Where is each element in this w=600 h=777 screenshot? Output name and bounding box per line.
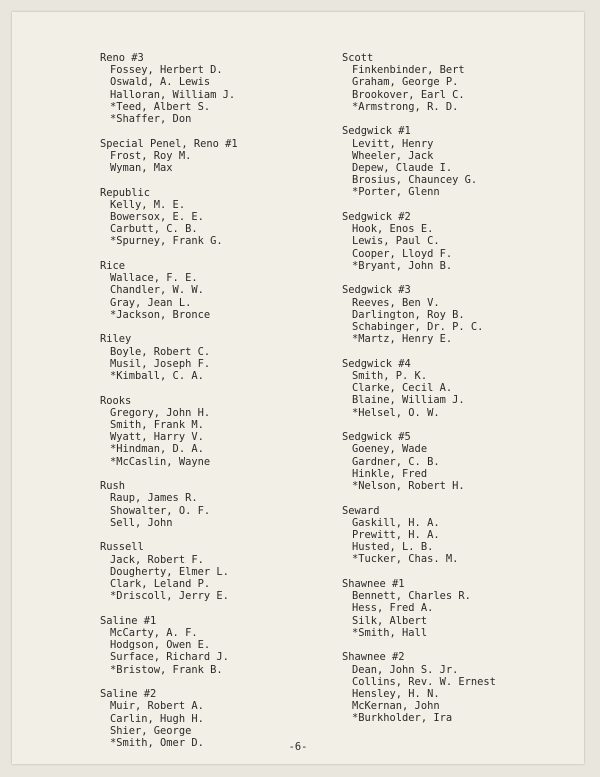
county-heading: Sedgwick #4	[342, 357, 411, 370]
member-name: Raup, James R.	[110, 492, 198, 505]
county-heading: Shawnee #1	[342, 578, 405, 591]
member-name: Blaine, William J.	[352, 394, 465, 407]
county-heading: Republic	[100, 186, 151, 199]
member-name: Brookover, Earl C.	[352, 88, 465, 101]
member-name: Clarke, Cecil A.	[352, 382, 453, 395]
member-name: *Shaffer, Don	[110, 113, 192, 126]
county-group	[342, 211, 592, 272]
member-name: Lewis, Paul C.	[352, 235, 440, 248]
county-group	[342, 358, 592, 419]
member-name: Goeney, Wade	[352, 443, 428, 456]
county-heading: Riley	[100, 333, 132, 346]
member-name: *Jackson, Bronce	[110, 308, 211, 321]
member-name: Husted, L. B.	[352, 541, 434, 554]
member-name: *Bristow, Frank B.	[110, 663, 223, 676]
county-group	[100, 333, 350, 382]
member-name: Boyle, Robert C.	[110, 345, 211, 358]
county-group	[100, 480, 350, 529]
member-name: Collins, Rev. W. Ernest	[352, 675, 496, 688]
county-group	[342, 284, 592, 345]
county-group	[342, 52, 592, 113]
county-group	[342, 431, 592, 492]
member-name: Wyman, Max	[110, 162, 173, 175]
member-name: Hensley, H. N.	[352, 688, 440, 701]
county-group	[342, 125, 592, 198]
member-name: Wheeler, Jack	[352, 149, 434, 162]
county-group	[100, 395, 350, 468]
county-heading: Seward	[342, 504, 380, 517]
member-name: Hess, Fred A.	[352, 602, 434, 615]
member-name: Showalter, O. F.	[110, 504, 211, 517]
member-name: Gray, Jean L.	[110, 296, 192, 309]
member-name: Silk, Albert	[352, 614, 428, 627]
county-group	[100, 615, 350, 676]
member-name: *Hindman, D. A.	[110, 443, 204, 456]
member-name: Oswald, A. Lewis	[110, 76, 211, 89]
right-column	[342, 52, 592, 737]
member-name: Smith, Frank M.	[110, 419, 204, 432]
member-name: Cooper, Lloyd F.	[352, 247, 453, 260]
member-name: Prewitt, H. A.	[352, 529, 440, 542]
county-heading: Special Penel, Reno #1	[100, 137, 238, 150]
member-name: McCarty, A. F.	[110, 627, 198, 640]
member-name: *Smith, Omer D.	[110, 737, 204, 750]
county-heading: Reno #3	[100, 52, 144, 64]
county-heading: Rice	[100, 260, 126, 273]
member-name: *Burkholder, Ira	[352, 712, 453, 725]
county-group	[100, 187, 350, 248]
member-name: Dean, John S. Jr.	[352, 663, 459, 676]
member-name: McKernan, John	[352, 700, 440, 713]
member-name: Dougherty, Elmer L.	[110, 565, 229, 578]
member-name: Gardner, C. B.	[352, 455, 440, 468]
member-name: Shier, George	[110, 724, 192, 737]
member-name: Kelly, M. E.	[110, 198, 186, 211]
member-name: Hinkle, Fred	[352, 467, 428, 480]
member-name: *Teed, Albert S.	[110, 100, 211, 113]
member-name: Frost, Roy M.	[110, 149, 192, 162]
county-heading: Rooks	[100, 394, 132, 407]
county-heading: Sedgwick #2	[342, 211, 411, 224]
county-group	[100, 138, 350, 175]
county-group	[100, 52, 350, 125]
member-name: *Driscoll, Jerry E.	[110, 590, 229, 603]
county-group	[342, 505, 592, 566]
member-name: *Porter, Glenn	[352, 186, 440, 199]
page-number: -6-	[288, 741, 308, 753]
member-name: Reeves, Ben V.	[352, 296, 440, 309]
county-heading: Saline #1	[100, 614, 157, 627]
member-name: *Bryant, John B.	[352, 259, 453, 272]
county-heading: Sedgwick #3	[342, 284, 411, 297]
county-group	[100, 260, 350, 321]
member-name: *Armstrong, R. D.	[352, 100, 459, 113]
member-name: Surface, Richard J.	[110, 651, 229, 664]
member-name: *Tucker, Chas. M.	[352, 553, 459, 566]
member-name: Bowersox, E. E.	[110, 211, 204, 224]
member-name: *Helsel, O. W.	[352, 406, 440, 419]
member-name: *Spurney, Frank G.	[110, 235, 223, 248]
member-name: Graham, George P.	[352, 76, 459, 89]
member-name: Musil, Joseph F.	[110, 357, 211, 370]
member-name: Hodgson, Owen E.	[110, 639, 211, 652]
member-name: Carlin, Hugh H.	[110, 712, 204, 725]
member-name: Carbutt, C. B.	[110, 223, 198, 236]
county-heading: Shawnee #2	[342, 651, 405, 664]
member-name: Halloran, William J.	[110, 88, 236, 101]
member-name: Brosius, Chauncey G.	[352, 174, 478, 187]
member-name: Depew, Claude I.	[352, 162, 453, 175]
county-heading: Sedgwick #1	[342, 125, 411, 138]
member-name: Fossey, Herbert D.	[110, 64, 223, 77]
county-heading: Rush	[100, 480, 126, 493]
member-name: Hook, Enos E.	[352, 223, 434, 236]
left-column	[100, 52, 350, 762]
member-name: Gregory, John H.	[110, 406, 211, 419]
county-heading: Scott	[342, 52, 374, 64]
member-name: Muir, Robert A.	[110, 700, 204, 713]
member-name: Clark, Leland P.	[110, 578, 211, 591]
member-name: Finkenbinder, Bert	[352, 64, 465, 77]
county-heading: Russell	[100, 541, 144, 554]
member-name: Darlington, Roy B.	[352, 308, 465, 321]
member-name: *Smith, Hall	[352, 626, 428, 639]
county-group	[100, 541, 350, 602]
member-name: Levitt, Henry	[352, 137, 434, 150]
member-name: Wyatt, Harry V.	[110, 431, 204, 444]
county-heading: Saline #2	[100, 688, 157, 701]
member-name: Chandler, W. W.	[110, 284, 204, 297]
member-name: *Kimball, C. A.	[110, 370, 204, 383]
member-name: Sell, John	[110, 516, 173, 529]
document-page	[12, 12, 584, 764]
member-name: Bennett, Charles R.	[352, 590, 471, 603]
county-heading: Sedgwick #5	[342, 431, 411, 444]
county-group	[342, 578, 592, 639]
county-group	[342, 651, 592, 724]
member-name: Jack, Robert F.	[110, 553, 204, 566]
member-name: Smith, P. K.	[352, 370, 428, 383]
member-name: Gaskill, H. A.	[352, 516, 440, 529]
member-name: *McCaslin, Wayne	[110, 455, 211, 468]
member-name: *Nelson, Robert H.	[352, 480, 465, 493]
member-name: Wallace, F. E.	[110, 272, 198, 285]
member-name: *Martz, Henry E.	[352, 333, 453, 346]
member-name: Schabinger, Dr. P. C.	[352, 321, 484, 334]
